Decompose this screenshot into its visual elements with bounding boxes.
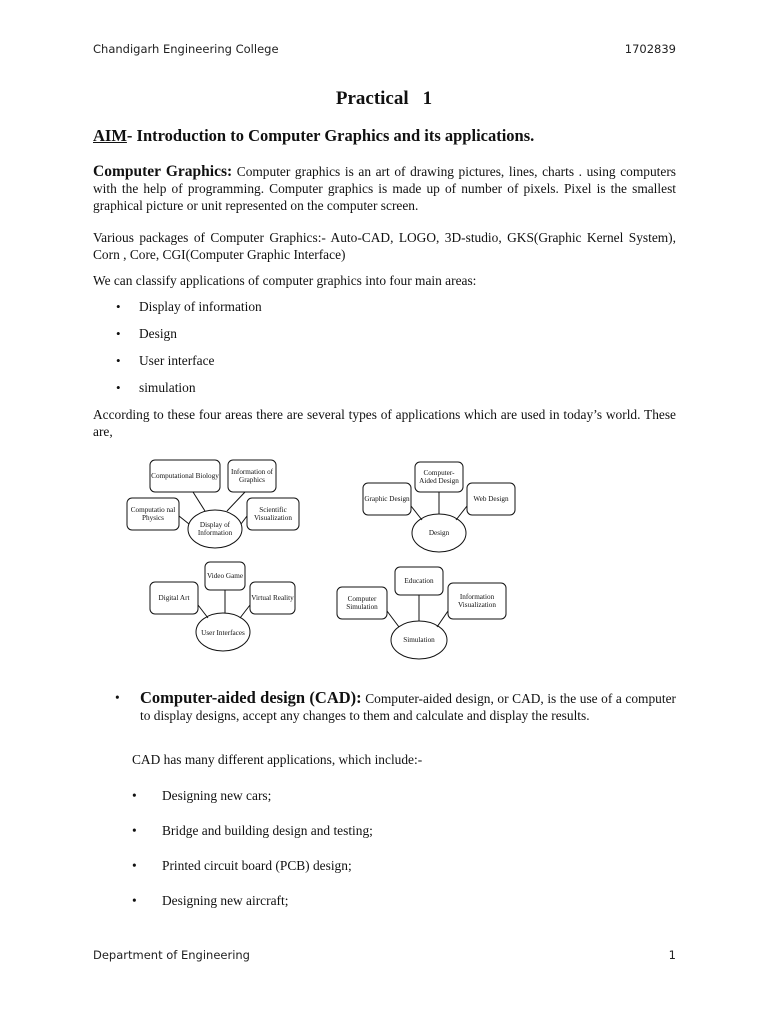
user-interface-diagram (145, 560, 300, 655)
cad-intro: CAD has many different applications, which include:- (132, 752, 423, 767)
design-diagram (360, 458, 518, 558)
node-information-of-graphics: Information of Graphics (230, 468, 274, 484)
intro-paragraph (93, 163, 676, 214)
cad-applications-list (132, 787, 373, 927)
aim-heading (93, 126, 676, 146)
classify-paragraph: We can classify applications of computer graphics into four main areas: (93, 273, 477, 288)
list-item: • Designing new cars; (132, 787, 373, 822)
node-web-design: Web Design (473, 495, 509, 503)
cad-paragraph (117, 689, 676, 724)
packages-paragraph: Various packages of Computer Graphics:- Auto-CAD, LOGO, 3D-studio, GKS(Graphic Kernel System), Corn , Core, CGI(Computer Graphic Interface) (93, 230, 676, 262)
according-paragraph: According to these four areas there are several types of applications which are used in today’s world. These are, (93, 407, 676, 439)
bullet-icon: • (115, 690, 120, 705)
areas-list (93, 298, 262, 406)
department-name: Department of Engineering (93, 948, 250, 962)
intro-lead: Computer Graphics: (93, 163, 233, 180)
aim-label: AIM (93, 126, 127, 145)
title-label: Practical (335, 88, 409, 109)
page-title (0, 88, 768, 110)
cad-lead: Computer-aided design (CAD): (140, 688, 362, 707)
node-simulation: Simulation (403, 636, 435, 644)
node-display-of-information: Display of Information (197, 521, 233, 537)
roll-number: 1702839 (624, 42, 676, 56)
node-computational-physics: Computatio nal Physics (130, 506, 176, 522)
aim-text: - Introduction to Computer Graphics and its applications. (126, 126, 535, 145)
list-item: • simulation (93, 379, 262, 406)
title-number: 1 (422, 88, 433, 109)
node-design: Design (428, 529, 450, 537)
list-item: • Bridge and building design and testing; (132, 822, 373, 857)
node-education: Education (404, 577, 434, 585)
node-user-interfaces: User Interfaces (201, 629, 245, 637)
list-item: • Design (93, 325, 262, 352)
simulation-diagram (333, 565, 511, 665)
node-video-game: Video Game (206, 572, 244, 580)
node-graphic-design: Graphic Design (364, 495, 410, 503)
list-item: • Designing new aircraft; (132, 892, 373, 927)
node-computer-simulation: Computer Simulation (346, 595, 378, 611)
intro-text: Computer graphics is an art of drawing pictures, lines, charts . using computers with the help of programming. Computer graphics is made up of number of pixels. Pixel is the smallest graphical picture or unit represented on the computer screen. (93, 164, 676, 213)
page-number: 1 (668, 948, 676, 962)
college-name: Chandigarh Engineering College (93, 42, 279, 56)
list-item: • Printed circuit board (PCB) design; (132, 857, 373, 892)
node-computer-aided-design: Computer-Aided Design (419, 469, 459, 485)
display-diagram (125, 456, 300, 556)
node-information-visualization: Information Visualization (458, 593, 496, 609)
node-virtual-reality: Virtual Reality (251, 594, 294, 602)
node-digital-art: Digital Art (158, 594, 190, 602)
list-item: • Display of information (93, 298, 262, 325)
page-footer (93, 948, 676, 962)
cad-text: Computer-aided design, or CAD, is the use of a computer to display designs, accept any changes to them and calculate and display the results. (140, 691, 676, 723)
node-computational-biology: Computational Biology (151, 472, 219, 480)
list-item: • User interface (93, 352, 262, 379)
node-scientific-visualization: Scientific Visualization (254, 506, 292, 522)
cad-body (117, 689, 676, 724)
page-header (93, 42, 676, 56)
